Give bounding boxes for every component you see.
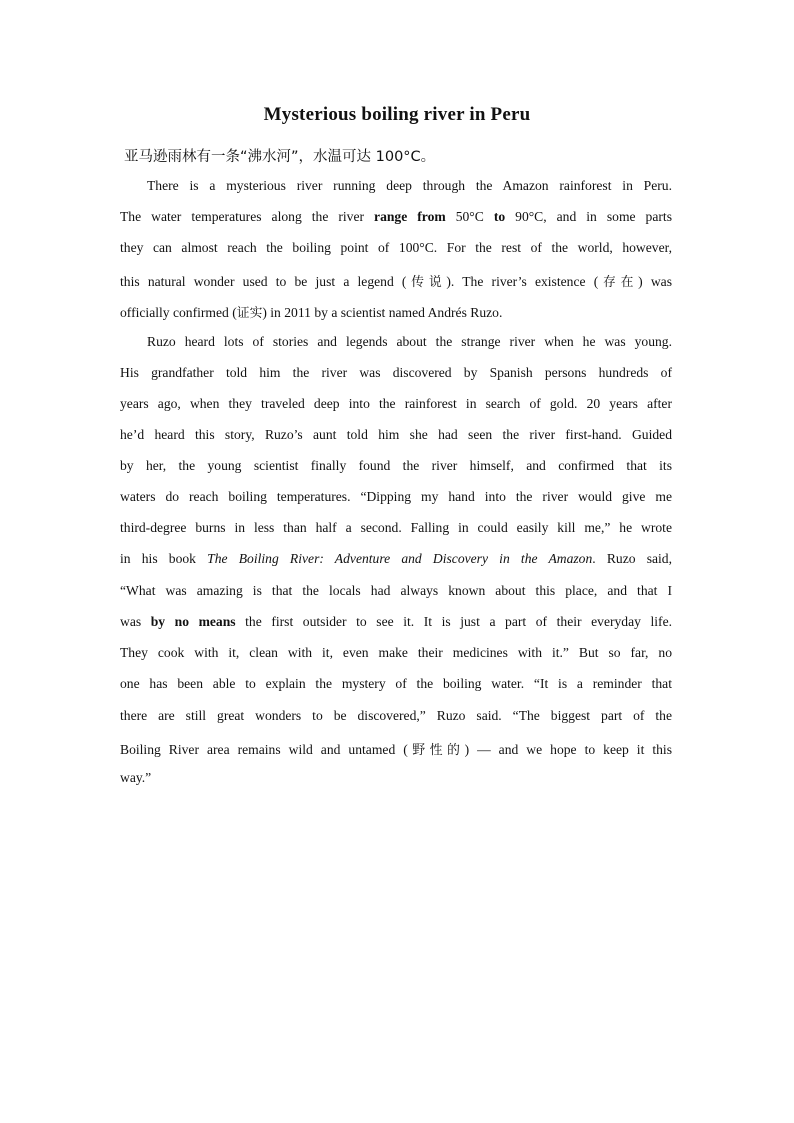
body-line — [147, 178, 672, 194]
body-line — [120, 396, 672, 412]
body-line — [120, 520, 672, 536]
body-line — [120, 302, 672, 321]
body-line — [120, 458, 672, 474]
text-run: officially confirmed ( — [120, 305, 237, 320]
body-line — [120, 489, 672, 505]
bold-phrase: range from — [374, 209, 446, 224]
text-run: years ago, when they traveled deep into the rainforest in search of gold. 20 years after — [120, 396, 672, 411]
body-line — [120, 551, 672, 567]
text-run: . Ruzo said, — [592, 551, 672, 566]
text-run: they can almost reach the boiling point of 100°C. For the rest of the world, however, — [120, 240, 672, 255]
text-run: 50°C — [445, 209, 494, 224]
text-run: ) was — [638, 274, 672, 289]
text-run: third-degree burns in less than half a second. Falling in could easily kill me,” he wrote — [120, 520, 672, 535]
text-run: one has been able to explain the mystery of the boiling water. “It is a reminder that — [120, 676, 672, 691]
body-line — [120, 427, 672, 443]
text-run: way.” — [120, 770, 152, 785]
text-run: Ruzo heard lots of stories and legends about the strange river when he was young. — [147, 334, 672, 349]
chinese-gloss: 存在 — [598, 275, 639, 290]
body-line — [120, 739, 672, 758]
text-run: this natural wonder used to be just a legend ( — [120, 274, 407, 289]
text-run: waters do reach boiling temperatures. “Dipping my hand into the river would give me — [120, 489, 672, 504]
chinese-subtitle: 亚马逊雨林有一条“沸水河”，水温可达 100°C。 — [124, 149, 436, 165]
bold-phrase: by no means — [150, 614, 236, 629]
text-run: The water temperatures along the river — [120, 209, 375, 224]
text-run: ). The river’s existence ( — [446, 274, 599, 289]
text-run: the first outsider to see it. It is just a part of their everyday life. — [235, 614, 673, 629]
text-run: Boiling River area remains wild and untamed ( — [120, 742, 408, 757]
text-run: There is a mysterious river running deep through the Amazon rainforest in Peru. — [147, 178, 672, 193]
bold-phrase: to — [493, 209, 506, 224]
text-run: in his book — [120, 551, 208, 566]
chinese-gloss: 证实 — [236, 306, 263, 321]
body-line — [120, 614, 672, 630]
text-run: ) — and we hope to keep it this — [464, 742, 672, 757]
body-line — [120, 770, 672, 786]
text-run: was — [120, 614, 151, 629]
text-run: ) in 2011 by a scientist named Andrés Ruzo. — [262, 305, 503, 320]
chinese-gloss: 传说 — [406, 275, 447, 290]
text-run: “What was amazing is that the locals had always known about this place, and that I — [120, 583, 672, 598]
body-line — [120, 209, 672, 225]
body-line — [120, 271, 672, 290]
body-line — [120, 676, 672, 692]
text-run: there are still great wonders to be discovered,” Ruzo said. “The biggest part of the — [120, 708, 672, 723]
book-title: The Boiling River: Adventure and Discovery in the Amazon — [207, 551, 593, 566]
body-line — [120, 365, 672, 381]
body-line — [120, 645, 672, 661]
text-run: by her, the young scientist finally found the river himself, and confirmed that its — [120, 458, 672, 473]
text-run: he’d heard this story, Ruzo’s aunt told him she had seen the river first-hand. Guided — [120, 427, 672, 442]
article-title: Mysterious boiling river in Peru — [263, 104, 531, 125]
body-line — [147, 334, 672, 350]
text-run: His grandfather told him the river was discovered by Spanish persons hundreds of — [120, 365, 672, 380]
body-line — [120, 708, 672, 724]
text-run: 90°C, and in some parts — [505, 209, 672, 224]
text-run: They cook with it, clean with it, even make their medicines with it.” But so far, no — [120, 645, 672, 660]
chinese-gloss: 野性的 — [407, 743, 465, 758]
body-line — [120, 583, 672, 599]
body-line — [120, 240, 672, 256]
